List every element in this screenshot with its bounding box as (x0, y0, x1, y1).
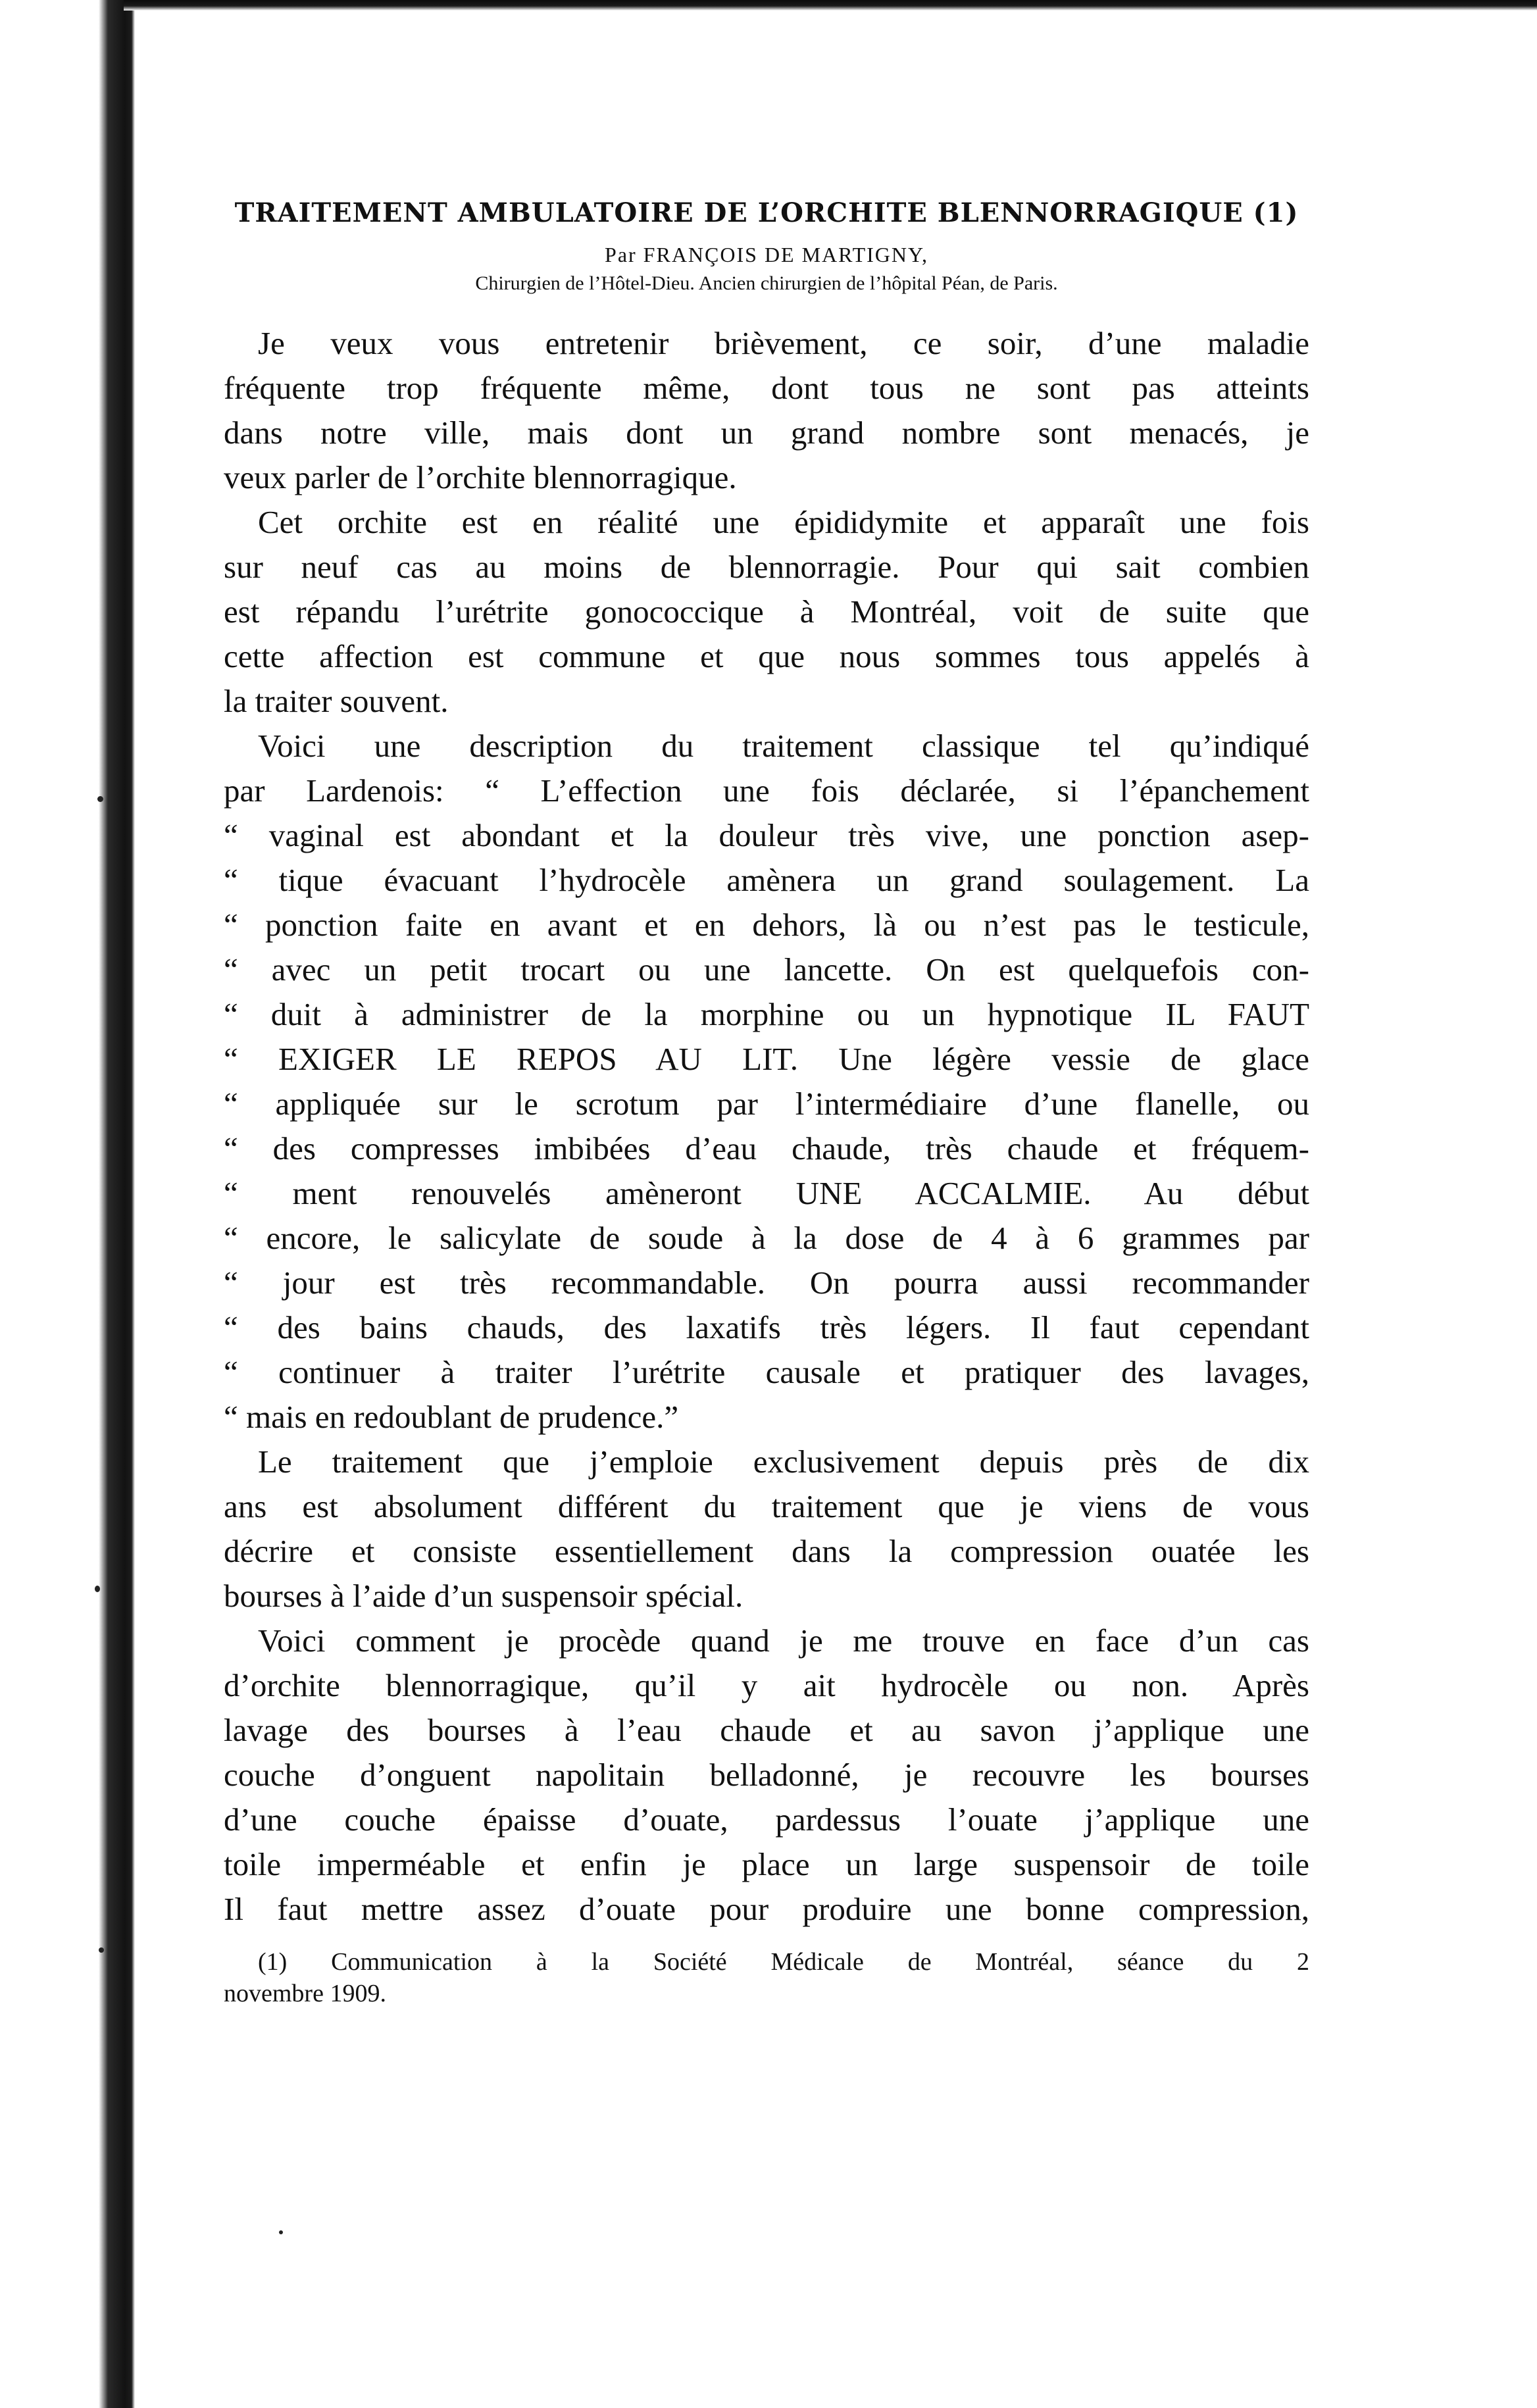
paragraph-3-quotation (224, 724, 1309, 1440)
text-line: est répandu l’urétrite gonococcique à Montréal, voit de suite que (224, 593, 1309, 630)
text-line: “ des compresses imbibées d’eau chaude, très chaude et fréquem- (224, 1130, 1309, 1166)
text-line: Voici une description du traitement classique tel qu’indiqué (258, 728, 1309, 764)
scan-speck (99, 1947, 104, 1953)
text-line: sur neuf cas au moins de blennorragie. Pour qui sait combien (224, 549, 1309, 585)
text-line: décrire et consiste essentiellement dans la compression ouatée les (224, 1533, 1309, 1569)
text-line: veux parler de l’orchite blennorragique. (224, 459, 737, 495)
text-line: bourses à l’aide d’un suspensoir spécial. (224, 1578, 743, 1614)
document-page (224, 197, 1309, 2009)
footnote-line: novembre 1909. (224, 1980, 386, 2007)
text-line: ans est absolument différent du traitement que je viens de vous (224, 1488, 1309, 1524)
text-line: “ EXIGER LE REPOS AU LIT. Une légère vessie de glace (224, 1041, 1309, 1077)
article-title: TRAITEMENT AMBULATOIRE DE L’ORCHITE BLENNORRAGIQUE (1) (234, 197, 1299, 228)
paragraph-1 (224, 321, 1309, 500)
text-line: dans notre ville, mais dont un grand nombre sont menacés, je (224, 414, 1309, 451)
scan-speck (97, 796, 103, 802)
text-line: “ ment renouvelés amèneront UNE ACCALMIE. Au début (224, 1175, 1309, 1211)
text-line: “ tique évacuant l’hydrocèle amènera un grand soulagement. La (224, 862, 1309, 898)
text-line: Je veux vous entretenir brièvement, ce soir, d’une maladie (258, 325, 1309, 361)
text-line: Il faut mettre assez d’ouate pour produire une bonne compression, (224, 1891, 1309, 1927)
top-border (124, 0, 1537, 11)
page-binding-edge (0, 0, 135, 2408)
text-line: couche d’onguent napolitain belladonné, je recouvre les bourses (224, 1757, 1309, 1793)
text-line: lavage des bourses à l’eau chaude et au savon j’applique une (224, 1712, 1309, 1748)
author-affiliation: Chirurgien de l’Hôtel-Dieu. Ancien chirurgien de l’hôpital Péan, de Paris. (475, 272, 1058, 294)
text-line: “ mais en redoublant de prudence.” (224, 1399, 679, 1435)
text-line: “ encore, le salicylate de soude à la dose de 4 à 6 grammes par (224, 1220, 1309, 1256)
text-line: Voici comment je procède quand je me trouve en face d’un cas (258, 1622, 1309, 1659)
scan-speck (279, 2230, 283, 2234)
text-line: “ ponction faite en avant et en dehors, là ou n’est pas le testicule, (224, 907, 1309, 943)
text-line: Cet orchite est en réalité une épididymite et apparaît une fois (258, 504, 1309, 540)
scan-speck (95, 1586, 100, 1592)
text-line: “ duit à administrer de la morphine ou un hypnotique IL FAUT (224, 996, 1309, 1032)
footnote-line: (1) Communication à la Société Médicale de Montréal, séance du 2 (258, 1948, 1309, 1976)
text-line: “ vaginal est abondant et la douleur très vive, une ponction asep- (224, 817, 1309, 853)
text-line: “ jour est très recommandable. On pourra aussi recommander (224, 1265, 1309, 1301)
text-line: “ appliquée sur le scrotum par l’intermédiaire d’une flanelle, ou (224, 1086, 1309, 1122)
text-line: d’orchite blennorragique, qu’il y ait hydrocèle ou non. Après (224, 1667, 1309, 1703)
paragraph-5 (224, 1618, 1309, 1932)
author-byline: Par FRANÇOIS DE MARTIGNY, (605, 243, 928, 266)
text-line: la traiter souvent. (224, 683, 449, 719)
text-line: par Lardenois: “ L’effection une fois déclarée, si l’épanchement (224, 772, 1309, 809)
text-line: “ continuer à traiter l’urétrite causale et pratiquer des lavages, (224, 1354, 1309, 1390)
text-line: cette affection est commune et que nous sommes tous appelés à (224, 638, 1309, 674)
paragraph-4 (224, 1440, 1309, 1618)
text-line: “ des bains chauds, des laxatifs très légers. Il faut cependant (224, 1309, 1309, 1345)
text-line: fréquente trop fréquente même, dont tous ne sont pas atteints (224, 370, 1309, 406)
text-line: d’une couche épaisse d’ouate, pardessus l’ouate j’applique une (224, 1801, 1309, 1838)
text-line: toile imperméable et enfin je place un large suspensoir de toile (224, 1846, 1309, 1882)
paragraph-2 (224, 500, 1309, 724)
text-line: “ avec un petit trocart ou une lancette. On est quelquefois con- (224, 951, 1309, 988)
text-line: Le traitement que j’emploie exclusivement depuis près de dix (258, 1443, 1309, 1480)
footnote (224, 1946, 1309, 2009)
